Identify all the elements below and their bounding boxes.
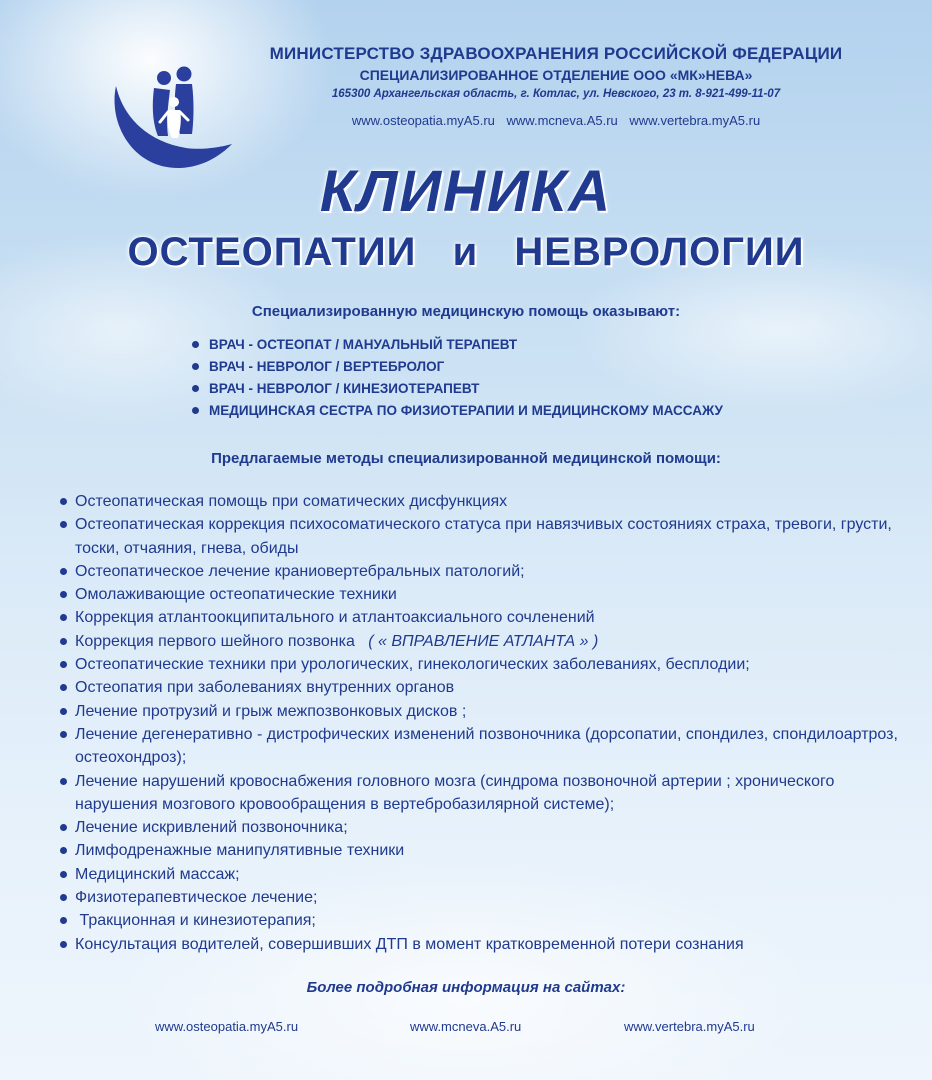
footer-site-link[interactable]: www.vertebra.myA5.ru — [624, 1019, 755, 1034]
bullet-dot-icon — [192, 385, 199, 392]
method-item: Остеопатия при заболеваниях внутренних органов — [60, 676, 905, 699]
method-item: Лечение искривлений позвоночника; — [60, 816, 905, 839]
method-item: Физиотерапевтическое лечение; — [60, 886, 905, 909]
bullet-dot-icon — [60, 778, 67, 785]
method-item: Остеопатические техники при урологических, гинекологических заболеваниях, бесплодии; — [60, 653, 905, 676]
bullet-dot-icon — [60, 824, 67, 831]
header-site-link[interactable]: www.osteopatia.myA5.ru — [351, 113, 495, 128]
ministry-name: МИНИСТЕРСТВО ЗДРАВООХРАНЕНИЯ РОССИЙСКОЙ ФЕДЕРАЦИИ — [269, 44, 843, 63]
method-item: Лечение нарушений кровоснабжения головного мозга (синдрома позвоночной артерии ; хронического нарушения мозгового кровообращения в вертебробазилярной системе); — [60, 770, 905, 817]
staff-heading: Специализированную медицинскую помощь оказывают: — [251, 303, 681, 320]
poster-subtitle: ОСТЕОПАТИИ и НЕВРОЛОГИИ — [127, 230, 805, 274]
footer-site-link[interactable]: www.osteopatia.myA5.ru — [155, 1019, 299, 1034]
bullet-dot-icon — [60, 871, 67, 878]
method-item: Лечение дегенеративно - дистрофических изменений позвоночника (дорсопатии, спондилез, спондилоартроз, остеохондроз); — [60, 723, 905, 770]
bullet-dot-icon — [60, 731, 67, 738]
methods-heading: Предлагаемые методы специализированной медицинской помощи: — [211, 450, 721, 467]
bullet-dot-icon — [192, 407, 199, 414]
header-site-link[interactable]: www.vertebra.myA5.ru — [629, 113, 761, 128]
method-item: Лимфодренажные манипулятивные техники — [60, 839, 905, 862]
bullet-dot-icon — [60, 521, 67, 528]
header-sites — [250, 113, 862, 128]
methods-list — [60, 490, 905, 956]
bullet-dot-icon — [60, 941, 67, 948]
method-item: Остеопатическая коррекция психосоматического статуса при навязчивых состояниях страха, тревоги, грусти, тоски, отчаяния, гнева, обиды — [60, 513, 905, 560]
bullet-dot-icon — [60, 568, 67, 575]
staff-item: ВРАЧ - НЕВРОЛОГ / КИНЕЗИОТЕРАПЕВТ — [192, 378, 723, 400]
header-site-link[interactable]: www.mcneva.A5.ru — [506, 113, 618, 128]
staff-item: МЕДИЦИНСКАЯ СЕСТРА ПО ФИЗИОТЕРАПИИ И МЕДИЦИНСКОМУ МАССАЖУ — [192, 400, 723, 422]
address-phone: 165300 Архангельская область, г. Котлас, ул. Невского, 23 т. 8-921-499-11-07 — [331, 88, 781, 100]
bullet-dot-icon — [60, 661, 67, 668]
bullet-dot-icon — [60, 684, 67, 691]
method-item: Медицинский массаж; — [60, 863, 905, 886]
staff-item: ВРАЧ - НЕВРОЛОГ / ВЕРТЕБРОЛОГ — [192, 356, 723, 378]
poster-title: КЛИНИКА — [319, 159, 613, 224]
method-item: Остеопатическая помощь при соматических дисфункциях — [60, 490, 905, 513]
method-item: Тракционная и кинезиотерапия; — [60, 909, 905, 932]
bullet-dot-icon — [60, 894, 67, 901]
bullet-dot-icon — [60, 917, 67, 924]
bullet-dot-icon — [60, 498, 67, 505]
footer-site-link[interactable]: www.mcneva.A5.ru — [410, 1019, 522, 1034]
staff-list — [192, 334, 723, 422]
bullet-dot-icon — [60, 614, 67, 621]
method-item: Лечение протрузий и грыж межпозвонковых дисков ; — [60, 700, 905, 723]
atlas-note: ( « ВПРАВЛЕНИЕ АТЛАНТА » ) — [368, 632, 599, 650]
bullet-dot-icon — [192, 341, 199, 348]
bullet-dot-icon — [60, 591, 67, 598]
method-item: Омолаживающие остеопатические техники — [60, 583, 905, 606]
bullet-dot-icon — [60, 638, 67, 645]
method-item: Остеопатическое лечение краниовертебральных патологий; — [60, 560, 905, 583]
bullet-dot-icon — [192, 363, 199, 370]
bullet-dot-icon — [60, 847, 67, 854]
staff-item: ВРАЧ - ОСТЕОПАТ / МАНУАЛЬНЫЙ ТЕРАПЕВТ — [192, 334, 723, 356]
bullet-dot-icon — [60, 708, 67, 715]
method-item: Консультация водителей, совершивших ДТП в момент кратковременной потери сознания — [60, 933, 905, 956]
footer-heading: Более подробная информация на сайтах: — [306, 979, 626, 996]
header-block — [250, 44, 862, 128]
department-name: СПЕЦИАЛИЗИРОВАННОЕ ОТДЕЛЕНИЕ ООО «МК»НЕВА» — [359, 67, 753, 83]
method-item: Коррекция атлантоокципитального и атлантоаксиального сочленений — [60, 606, 905, 629]
method-item: Коррекция первого шейного позвонка ( « ВПРАВЛЕНИЕ АТЛАНТА » ) — [60, 630, 905, 653]
